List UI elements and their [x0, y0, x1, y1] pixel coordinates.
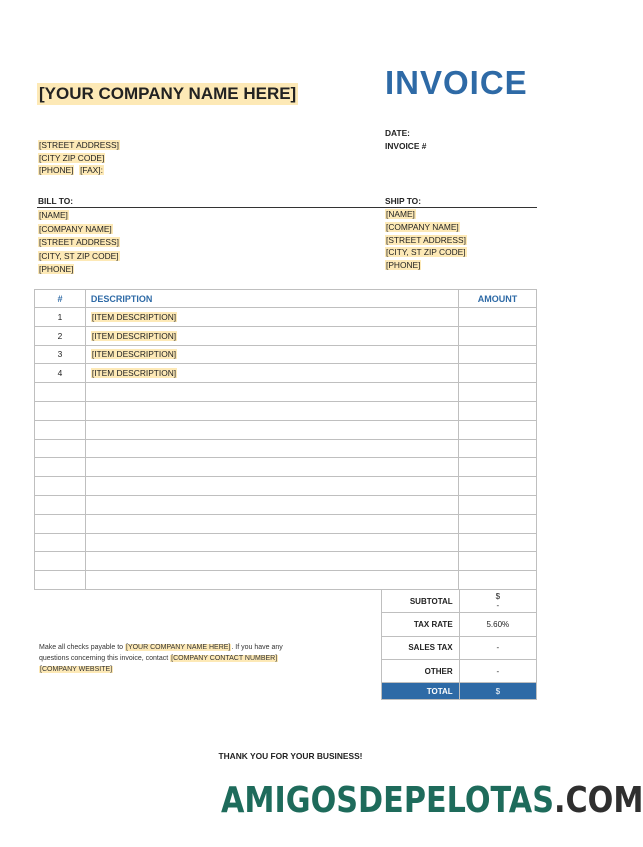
item-number-cell[interactable]: [35, 401, 86, 420]
sales-tax-value: -: [459, 636, 536, 659]
table-row: [35, 439, 537, 458]
table-row: [35, 364, 537, 383]
note-text-2: . If you have any questions concerning this invoice, contact: [39, 644, 283, 662]
item-description-cell[interactable]: [85, 495, 458, 514]
item-number-cell[interactable]: [35, 495, 86, 514]
date-label: DATE:: [385, 128, 410, 138]
ship-to-name: [NAME]: [386, 209, 415, 219]
bill-to-street: [STREET ADDRESS]: [39, 237, 119, 248]
brand-watermark: [221, 780, 643, 821]
brand-suffix: .COM: [553, 780, 643, 821]
tax-rate-row: [382, 613, 537, 636]
item-description-text: [ITEM DESCRIPTION]: [91, 311, 177, 322]
other-label: OTHER: [382, 659, 460, 682]
note-contact: [COMPANY CONTACT NUMBER]: [171, 655, 278, 662]
item-description-cell[interactable]: [85, 514, 458, 533]
item-number-cell[interactable]: 3: [35, 345, 86, 364]
item-description-cell[interactable]: [85, 383, 458, 402]
table-row: [35, 458, 537, 477]
tax-rate-value: 5.60%: [459, 613, 536, 636]
item-description-text: [ITEM DESCRIPTION]: [91, 330, 177, 341]
table-row: [35, 533, 537, 552]
item-number-cell[interactable]: [35, 420, 86, 439]
total-label: TOTAL: [382, 683, 460, 700]
total-row: [382, 683, 537, 700]
bill-to-block: [38, 209, 120, 277]
ship-to-block: [385, 208, 467, 272]
subtotal-row: [382, 590, 537, 613]
note-company: [YOUR COMPANY NAME HERE]: [126, 644, 231, 651]
items-table: [34, 289, 537, 590]
col-amount-header: AMOUNT: [459, 290, 537, 308]
item-amount-cell[interactable]: [459, 326, 537, 345]
item-amount-cell[interactable]: [459, 420, 537, 439]
table-row: [35, 326, 537, 345]
note-text-1: Make all checks payable to: [39, 644, 125, 651]
item-number-cell[interactable]: 1: [35, 308, 86, 327]
ship-to-city: [CITY, ST ZIP CODE]: [386, 247, 466, 258]
item-number-cell[interactable]: [35, 571, 86, 590]
invoice-title: INVOICE: [385, 64, 528, 101]
item-amount-cell[interactable]: [459, 308, 537, 327]
item-number-cell[interactable]: [35, 383, 86, 402]
company-phone: [PHONE]: [39, 165, 74, 175]
subtotal-currency: $: [495, 592, 501, 602]
item-description-cell[interactable]: [85, 345, 458, 364]
table-row: [35, 571, 537, 590]
payment-note: [39, 642, 309, 675]
item-number-cell[interactable]: [35, 552, 86, 571]
brand-main: AMIGOSDEPELOTAS: [221, 780, 554, 821]
ship-to-label: SHIP TO:: [385, 196, 421, 206]
item-amount-cell[interactable]: [459, 383, 537, 402]
item-description-cell[interactable]: [85, 308, 458, 327]
item-description-cell[interactable]: [85, 326, 458, 345]
subtotal-label: SUBTOTAL: [382, 590, 460, 613]
bill-to-company: [COMPANY NAME]: [39, 223, 112, 234]
subtotal-value: [459, 590, 536, 613]
item-description-cell[interactable]: [85, 533, 458, 552]
sales-tax-row: [382, 636, 537, 659]
table-row: [35, 420, 537, 439]
item-number-cell[interactable]: 2: [35, 326, 86, 345]
items-header-row: [35, 290, 537, 308]
totals-table: [381, 589, 537, 700]
bill-to-label: BILL TO:: [38, 196, 74, 206]
item-amount-cell[interactable]: [459, 364, 537, 383]
item-number-cell[interactable]: [35, 477, 86, 496]
tax-rate-label: TAX RATE: [382, 613, 460, 636]
subtotal-amount: -: [496, 601, 500, 611]
item-amount-cell[interactable]: [459, 533, 537, 552]
invoice-meta: [385, 127, 426, 153]
item-description-text: [ITEM DESCRIPTION]: [91, 349, 177, 360]
item-description-cell[interactable]: [85, 401, 458, 420]
company-name: [YOUR COMPANY NAME HERE]: [39, 84, 297, 103]
item-amount-cell[interactable]: [459, 439, 537, 458]
table-row: [35, 383, 537, 402]
total-value: $: [459, 683, 536, 700]
sales-tax-label: SALES TAX: [382, 636, 460, 659]
ship-to-company: [COMPANY NAME]: [386, 221, 459, 232]
table-row: [35, 495, 537, 514]
item-amount-cell[interactable]: [459, 401, 537, 420]
table-row: [35, 552, 537, 571]
item-number-cell[interactable]: [35, 458, 86, 477]
company-fax: [FAX]:: [80, 165, 103, 175]
item-description-cell[interactable]: [85, 458, 458, 477]
note-website: [COMPANY WEBSITE]: [40, 666, 113, 673]
table-row: [35, 401, 537, 420]
col-number-header: #: [35, 290, 86, 308]
item-amount-cell[interactable]: [459, 514, 537, 533]
table-row: [35, 477, 537, 496]
invoice-number-label: INVOICE #: [385, 141, 427, 151]
item-description-cell[interactable]: [85, 420, 458, 439]
item-amount-cell[interactable]: [459, 458, 537, 477]
item-description-text: [ITEM DESCRIPTION]: [91, 368, 177, 379]
ship-to-street: [STREET ADDRESS]: [386, 234, 466, 245]
item-description-cell[interactable]: [85, 571, 458, 590]
item-description-cell[interactable]: [85, 439, 458, 458]
item-amount-cell[interactable]: [459, 345, 537, 364]
item-amount-cell[interactable]: [459, 477, 537, 496]
item-amount-cell[interactable]: [459, 552, 537, 571]
company-street: [STREET ADDRESS]: [39, 140, 119, 150]
company-city-zip: [CITY ZIP CODE]: [39, 152, 105, 163]
item-number-cell[interactable]: [35, 514, 86, 533]
table-row: [35, 345, 537, 364]
item-number-cell[interactable]: [35, 439, 86, 458]
item-number-cell[interactable]: [35, 533, 86, 552]
bill-to-phone: [PHONE]: [39, 264, 74, 275]
bill-to-city: [CITY, ST ZIP CODE]: [39, 250, 119, 261]
item-description-cell[interactable]: [85, 477, 458, 496]
table-row: [35, 308, 537, 327]
other-row: [382, 659, 537, 682]
item-description-cell[interactable]: [85, 552, 458, 571]
table-row: [35, 514, 537, 533]
ship-to-phone: [PHONE]: [386, 260, 421, 271]
item-number-cell[interactable]: 4: [35, 364, 86, 383]
item-amount-cell[interactable]: [459, 571, 537, 590]
bill-to-name: [NAME]: [39, 210, 68, 220]
col-description-header: DESCRIPTION: [85, 290, 458, 308]
item-description-cell[interactable]: [85, 364, 458, 383]
item-amount-cell[interactable]: [459, 495, 537, 514]
company-address: [38, 139, 120, 177]
thank-you-message: THANK YOU FOR YOUR BUSINESS!: [218, 751, 363, 761]
other-value: -: [459, 659, 536, 682]
